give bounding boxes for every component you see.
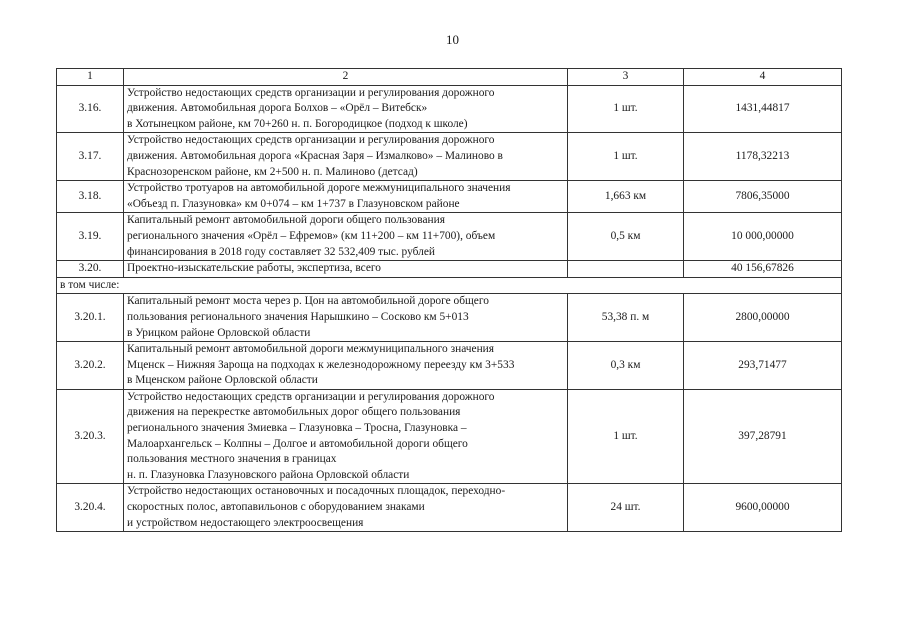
table-row (57, 181, 842, 213)
works-table (56, 68, 842, 532)
description-line: движения на перекрестке автомобильных дорог общего пользования (127, 406, 461, 419)
description-line: Проектно-изыскательские работы, экспертиза, всего (127, 262, 381, 275)
table-row (57, 213, 842, 261)
row-description (124, 181, 568, 213)
row-number: 3.20. (57, 261, 124, 278)
description-line: движения. Автомобильная дорога Болхов – «Орёл – Витебск» (127, 102, 428, 115)
header-col-1: 1 (57, 69, 124, 86)
header-col-2: 2 (124, 69, 568, 86)
description-line: регионального значения «Орёл – Ефремов» (км 11+200 – км 11+700), объем (127, 229, 496, 242)
row-description (124, 133, 568, 181)
subheader-row (57, 277, 842, 294)
row-number: 3.20.4. (57, 484, 124, 532)
description-line: Капитальный ремонт моста через р. Цон на автомобильной дороге общего (127, 295, 489, 308)
row-quantity: 1 шт. (568, 389, 684, 484)
description-line: Устройство тротуаров на автомобильной дороге межмуниципального значения (127, 182, 511, 195)
row-quantity: 0,5 км (568, 213, 684, 261)
description-line: скоростных полос, автопавильонов с оборудованием знаками (127, 501, 425, 514)
row-quantity: 1 шт. (568, 133, 684, 181)
table-row (57, 133, 842, 181)
table-row (57, 85, 842, 133)
table-body (57, 69, 842, 532)
row-amount: 1178,32213 (684, 133, 842, 181)
table-row (57, 342, 842, 390)
description-line: Мценск – Нижняя Зароща на подходах к железнодорожному переезду км 3+533 (127, 358, 515, 371)
description-line: Краснозоренском районе, км 2+500 н. п. Малиново (детсад) (127, 165, 418, 178)
description-line: Капитальный ремонт автомобильной дороги общего пользования (127, 214, 445, 227)
row-description (124, 342, 568, 390)
row-amount: 2800,00000 (684, 294, 842, 342)
row-description (124, 389, 568, 484)
description-line: в Хотынецком районе, км 70+260 н. п. Богородицкое (подход к школе) (127, 117, 468, 130)
row-quantity: 1 шт. (568, 85, 684, 133)
page-number: 10 (446, 32, 459, 47)
subheader-text: в том числе: (57, 277, 842, 294)
row-amount: 397,28791 (684, 389, 842, 484)
row-quantity: 0,3 км (568, 342, 684, 390)
row-number: 3.20.3. (57, 389, 124, 484)
description-line: Капитальный ремонт автомобильной дороги межмуниципального значения (127, 343, 495, 356)
header-col-4: 4 (684, 69, 842, 86)
description-line: пользования регионального значения Нарышкино – Сосково км 5+013 (127, 310, 469, 323)
table-row (57, 294, 842, 342)
row-amount: 40 156,67826 (684, 261, 842, 278)
row-quantity: 1,663 км (568, 181, 684, 213)
row-quantity (568, 261, 684, 278)
table-header-row (57, 69, 842, 86)
description-line: и устройством недостающего электроосвещения (127, 516, 364, 529)
row-description (124, 85, 568, 133)
row-quantity: 53,38 п. м (568, 294, 684, 342)
description-line: в Урицком районе Орловской области (127, 326, 311, 339)
description-line: в Мценском районе Орловской области (127, 374, 318, 387)
table-row (57, 389, 842, 484)
description-line: движения. Автомобильная дорога «Красная Заря – Измалково» – Малиново в (127, 149, 503, 162)
description-line: «Объезд п. Глазуновка» км 0+074 – км 1+737 в Глазуновском районе (127, 197, 460, 210)
row-number: 3.19. (57, 213, 124, 261)
description-line: пользования местного значения в границах (127, 453, 337, 466)
row-amount: 1431,44817 (684, 85, 842, 133)
row-description (124, 484, 568, 532)
description-line: регионального значения Змиевка – Глазуновка – Тросна, Глазуновка – (127, 422, 467, 435)
row-amount: 293,71477 (684, 342, 842, 390)
row-number: 3.17. (57, 133, 124, 181)
description-line: Устройство недостающих средств организации и регулирования дорожного (127, 86, 495, 99)
row-description (124, 261, 568, 278)
header-col-3: 3 (568, 69, 684, 86)
row-number: 3.16. (57, 85, 124, 133)
row-number: 3.20.1. (57, 294, 124, 342)
description-line: Малоархангельск – Колпны – Долгое и автомобильной дороги общего (127, 437, 468, 450)
description-line: финансирования в 2018 году составляет 32 532,409 тыс. рублей (127, 245, 435, 258)
row-description (124, 294, 568, 342)
row-description (124, 213, 568, 261)
row-number: 3.18. (57, 181, 124, 213)
row-amount: 10 000,00000 (684, 213, 842, 261)
description-line: н. п. Глазуновка Глазуновского района Орловской области (127, 468, 410, 481)
description-line: Устройство недостающих средств организации и регулирования дорожного (127, 134, 495, 147)
row-amount: 7806,35000 (684, 181, 842, 213)
table-row (57, 261, 842, 278)
table-row (57, 484, 842, 532)
description-line: Устройство недостающих остановочных и посадочных площадок, переходно- (127, 485, 506, 498)
row-quantity: 24 шт. (568, 484, 684, 532)
description-line: Устройство недостающих средств организации и регулирования дорожного (127, 390, 495, 403)
row-number: 3.20.2. (57, 342, 124, 390)
row-amount: 9600,00000 (684, 484, 842, 532)
